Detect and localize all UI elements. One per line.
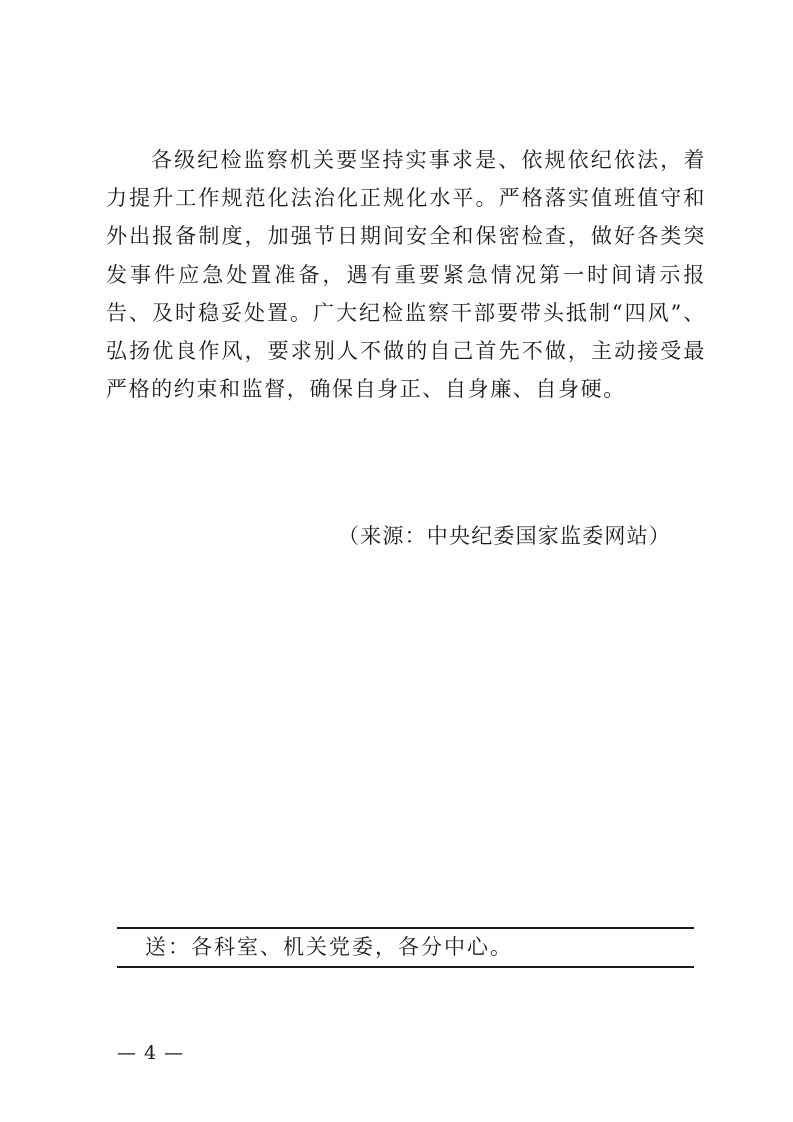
page-number: — 4 — [117,1042,185,1064]
distribution-line: 送：各科室、机关党委，各分中心。 [145,935,513,959]
body-paragraph: 各级纪检监察机关要坚持实事求是、依规依纪依法，着力提升工作规范化法治化正规化水平。严格落实值班值守和外出报备制度，加强节日期间安全和保密检查，做好各类突发事件应急处置准备，遇有重要紧急情况第一时间请示报告、及时稳妥处置。广大纪检监察干部要带头抵制“四风”、弘扬优良作风，要求别人不做的自己首先不做，主动接受最严格的约束和监督，确保自身正、自身廉、自身硬。 [106,148,706,402]
cc-top-rule [117,927,694,929]
cc-bottom-rule [117,966,694,968]
source-attribution: （来源：中央纪委国家监委网站） [338,524,671,548]
